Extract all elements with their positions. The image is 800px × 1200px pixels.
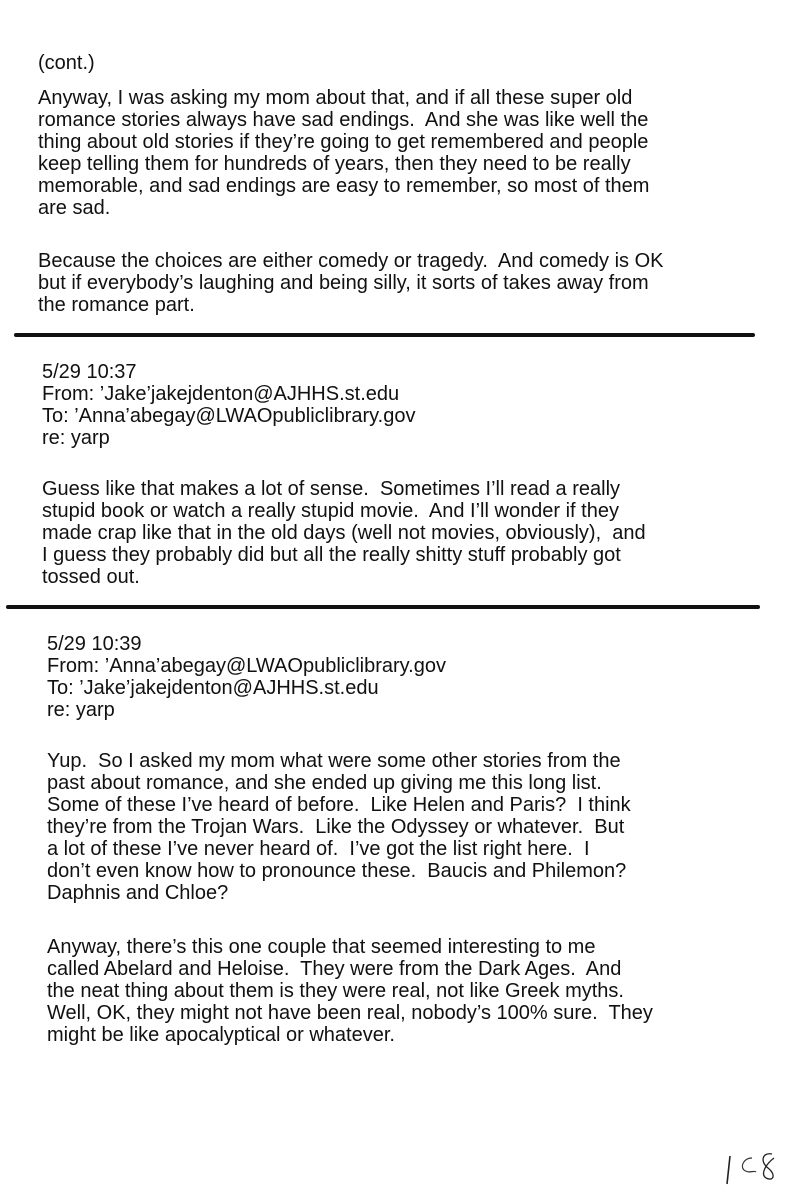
- email-from: From: ’Anna’abegay@LWAOpubliclibrary.gov: [47, 655, 446, 677]
- email-from: From: ’Jake’jakejdenton@AJHHS.st.edu: [42, 383, 400, 405]
- intro-paragraph: Anyway, I was asking my mom about that, and if all these super old romance stories always have sad endings. And she was like well the thing about old stories if they’re going to get remembered and people keep telling them for hundreds of years, then they need to be really memorable, and sad endings are easy to remember, so most of them are sad.: [38, 87, 650, 219]
- email-datetime: 5/29 10:39: [47, 633, 142, 655]
- email-subject: re: yarp: [42, 427, 110, 449]
- email-to: To: ’Jake’jakejdenton@AJHHS.st.edu: [47, 677, 379, 699]
- cont-label: (cont.): [38, 52, 95, 74]
- email-datetime: 5/29 10:37: [42, 361, 137, 383]
- email-body-paragraph: Yup. So I asked my mom what were some other stories from the past about romance, and she ended up giving me this long list. Some of these I’ve heard of before. Like Helen and Paris? I think they’re from the Trojan Wars. Like the Odyssey or whatever. But a lot of these I’ve never heard of. I’ve got the list right here. I don’t even know how to pronounce these. Baucis and Philemon? Daphnis and Chloe?: [47, 750, 631, 904]
- divider: [14, 333, 755, 337]
- intro-paragraph: Because the choices are either comedy or tragedy. And comedy is OK but if everybody’s laughing and being silly, it sorts of takes away from the romance part.: [38, 250, 664, 316]
- handwritten-page-number: [722, 1148, 782, 1188]
- email-body-paragraph: Guess like that makes a lot of sense. Sometimes I’ll read a really stupid book or watch a really stupid movie. And I’ll wonder if they made crap like that in the old days (well not movies, obviously), and I guess they probably did but all the really shitty stuff probably got tossed out.: [42, 478, 646, 588]
- divider: [6, 605, 760, 609]
- email-body-paragraph: Anyway, there’s this one couple that seemed interesting to me called Abelard and Heloise. They were from the Dark Ages. And the neat thing about them is they were real, not like Greek myths. Well, OK, they might not have been real, nobody’s 100% sure. They might be like apocalyptical or whatever.: [47, 936, 653, 1046]
- email-subject: re: yarp: [47, 699, 115, 721]
- email-to: To: ’Anna’abegay@LWAOpubliclibrary.gov: [42, 405, 416, 427]
